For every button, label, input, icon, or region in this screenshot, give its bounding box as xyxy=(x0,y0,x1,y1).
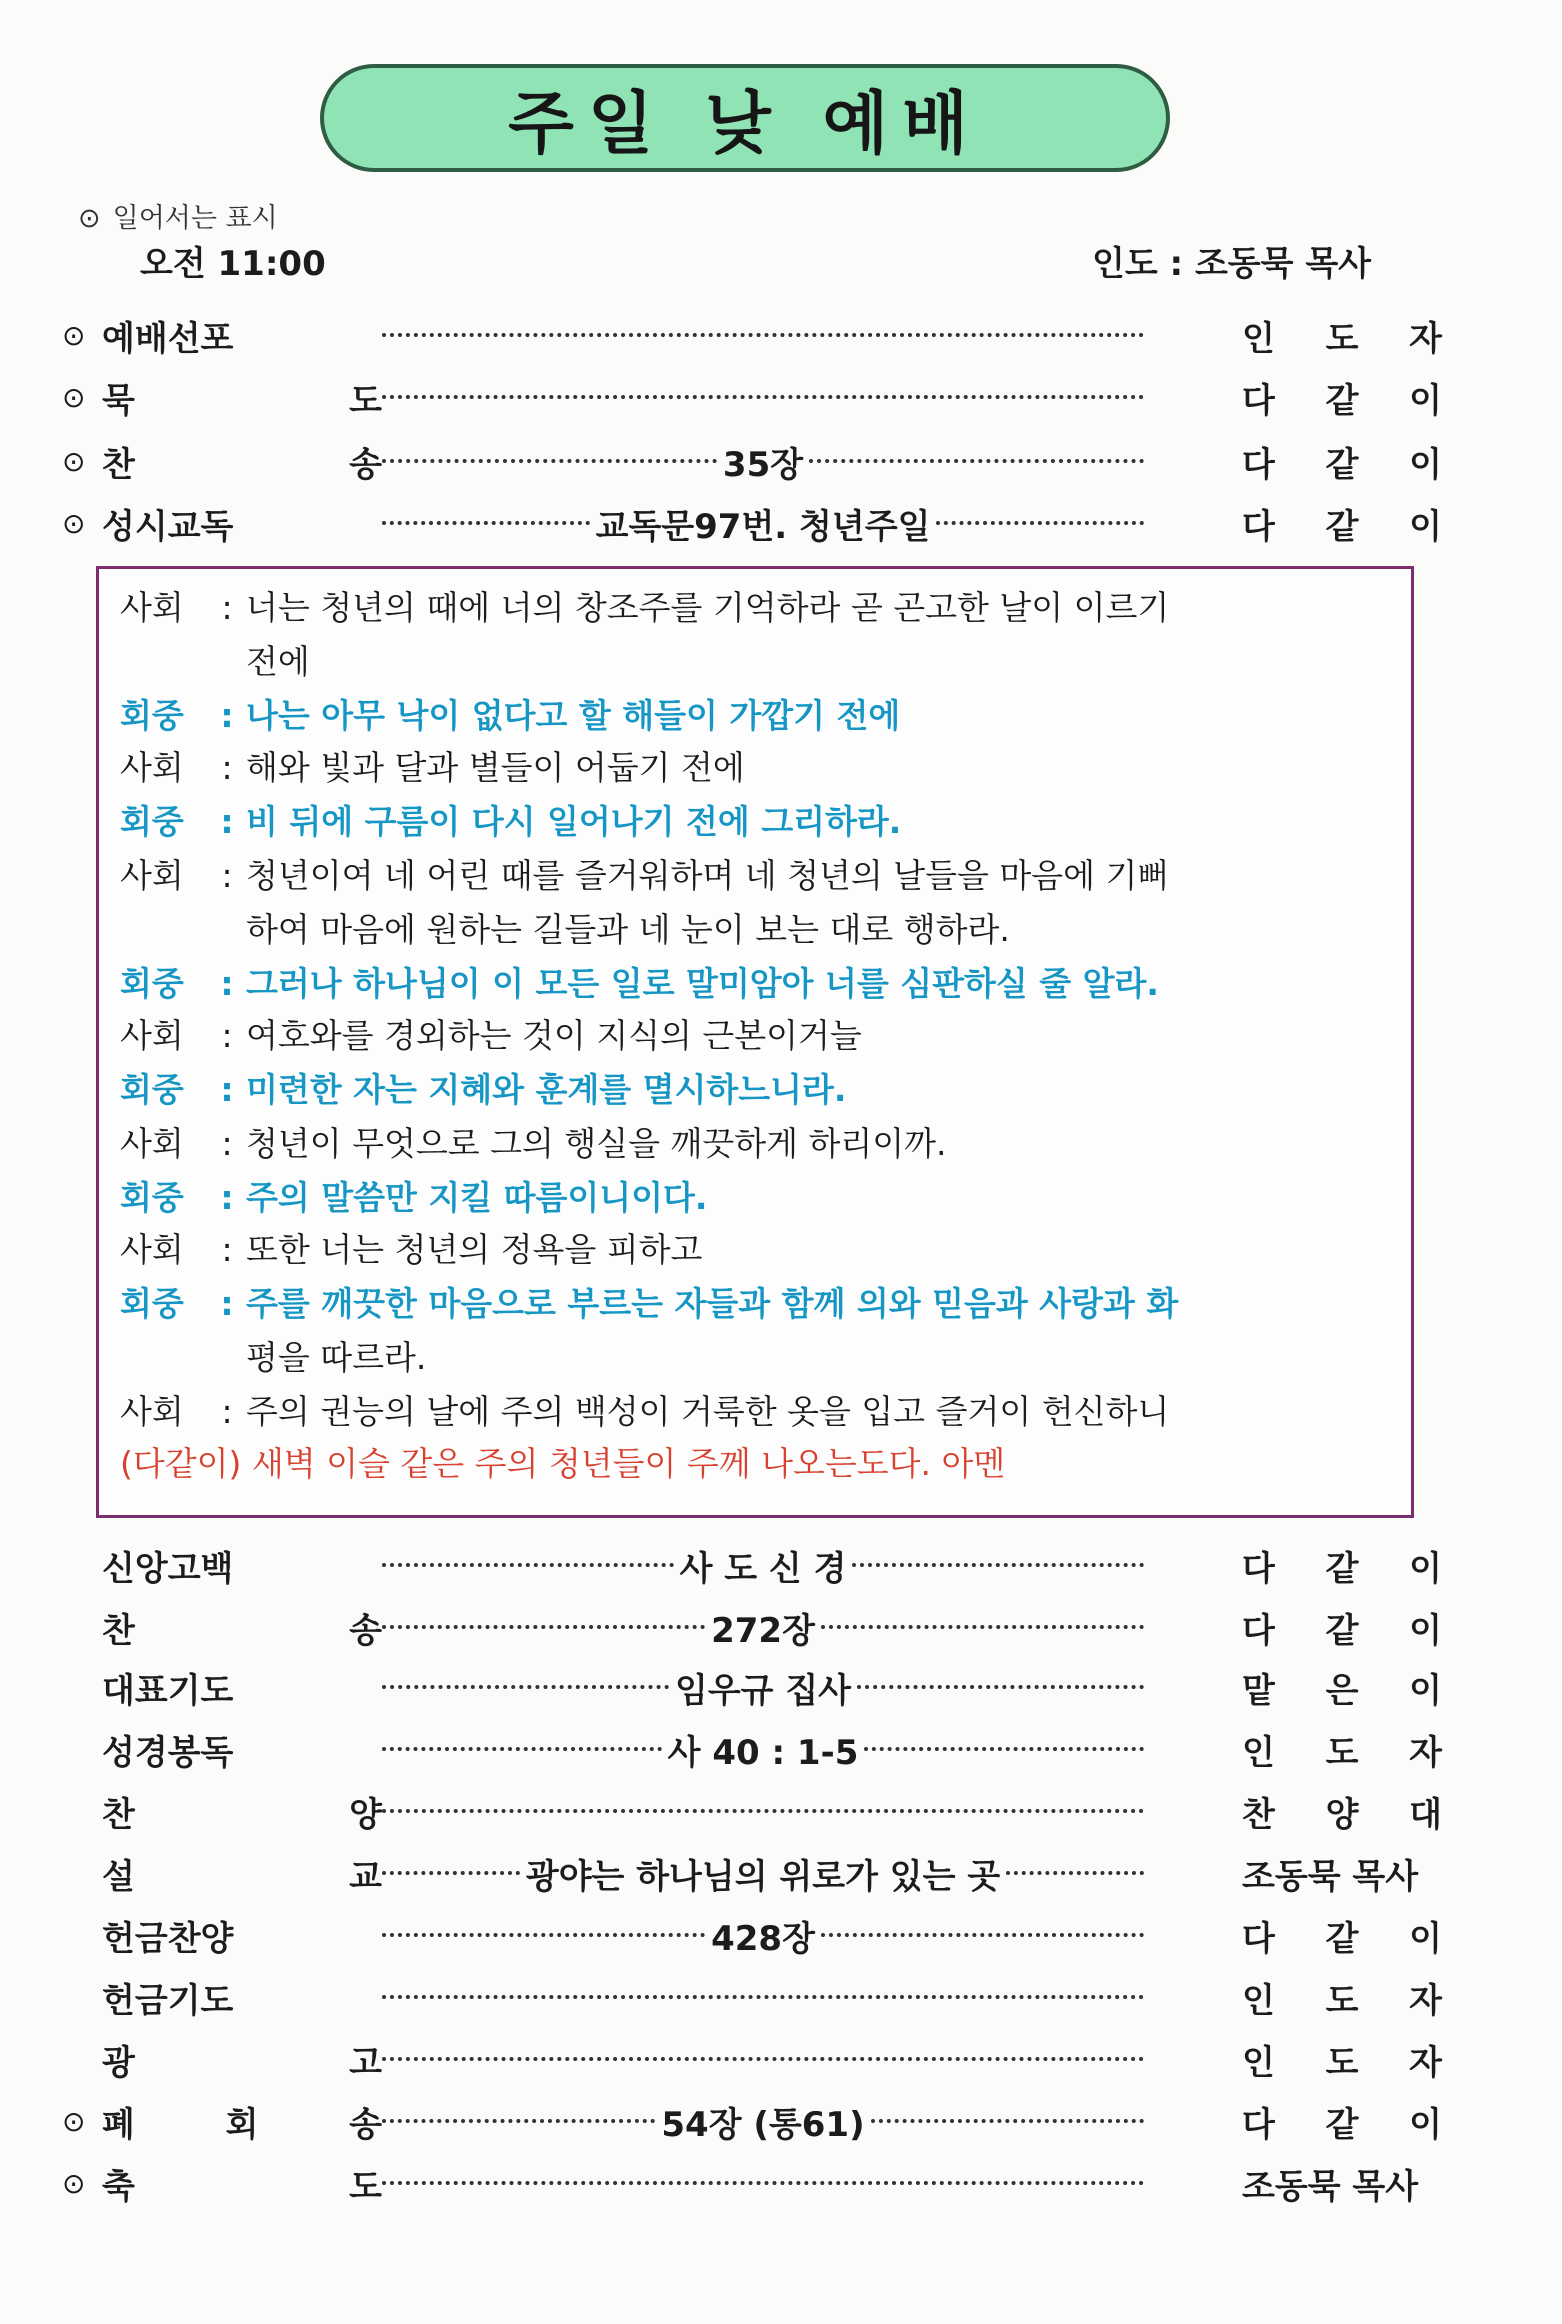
reading-line xyxy=(120,742,745,789)
reading-colon: : xyxy=(220,1070,234,1109)
order-responsible-part: 자 xyxy=(1409,318,1442,359)
order-responsible-part: 다 xyxy=(1242,506,1275,547)
reading-line xyxy=(120,1438,1005,1485)
order-detail xyxy=(382,1809,1144,1813)
reading-colon: : xyxy=(221,856,233,895)
stand-mark-icon: ⊙ xyxy=(62,380,86,414)
order-responsible xyxy=(1242,373,1442,422)
order-responsible xyxy=(1242,1849,1442,1898)
reading-colon: : xyxy=(221,1230,233,1269)
order-item-name xyxy=(102,373,382,422)
order-responsible-part: 조동묵 목사 xyxy=(1242,2166,1419,2207)
reading-text: 청년이여 네 어린 때를 즐거워하며 네 청년의 날들을 마음에 기뻐 xyxy=(246,856,1170,895)
order-detail xyxy=(382,2057,1144,2061)
reading-line xyxy=(120,1172,707,1219)
reading-speaker: 사회 xyxy=(120,1016,184,1055)
reading-speaker: 회중 xyxy=(120,1178,184,1217)
order-responsible xyxy=(1242,1787,1442,1836)
order-detail xyxy=(382,1663,1144,1712)
order-row xyxy=(62,1602,1442,1652)
order-item-name xyxy=(102,1603,382,1652)
dot-leader xyxy=(382,2057,1144,2061)
reading-line xyxy=(120,796,901,843)
order-detail-text: 임우규 집사 xyxy=(674,1670,852,1711)
reading-colon: : xyxy=(220,696,234,735)
order-responsible-part: 이 xyxy=(1409,1918,1442,1959)
reading-colon: : xyxy=(221,588,233,627)
order-responsible-part: 이 xyxy=(1409,1548,1442,1589)
order-item-part: 고 xyxy=(349,2042,382,2083)
order-responsible-part: 같 xyxy=(1325,1918,1359,1959)
order-item-part: 예배선포 xyxy=(102,318,234,359)
order-row xyxy=(62,1786,1442,1836)
order-responsible xyxy=(1242,311,1442,360)
reading-colon: : xyxy=(220,1284,234,1323)
dot-leader xyxy=(382,1871,520,1875)
order-item-part: 성시교독 xyxy=(102,506,234,547)
order-detail-text: 사 40 : 1-5 xyxy=(667,1732,859,1773)
reading-line xyxy=(246,904,1010,951)
reading-colon: : xyxy=(221,748,233,787)
order-responsible xyxy=(1242,2097,1442,2146)
order-detail-text: 광야는 하나님의 위로가 있는 곳 xyxy=(525,1856,1001,1897)
order-row xyxy=(62,1724,1442,1774)
dot-leader xyxy=(382,1809,1144,1813)
reading-speaker: 회중 xyxy=(120,964,184,1003)
dot-leader xyxy=(821,1933,1144,1937)
order-responsible xyxy=(1242,1603,1442,1652)
order-item-name xyxy=(102,437,382,486)
reading-text: 전에 xyxy=(246,642,310,681)
order-detail xyxy=(382,2181,1144,2185)
reading-line xyxy=(120,1278,1178,1325)
dot-leader xyxy=(382,521,590,525)
order-item-name xyxy=(102,1787,382,1836)
dot-leader xyxy=(864,1747,1144,1751)
legend-text: 일어서는 표시 xyxy=(112,203,278,234)
order-item-part: 헌금찬양 xyxy=(102,1918,234,1959)
stand-mark-icon: ⊙ xyxy=(62,444,86,478)
stand-mark-icon: ⊙ xyxy=(78,203,101,234)
order-item-part: 대표기도 xyxy=(102,1670,234,1711)
order-item-part: 회 xyxy=(225,2104,259,2145)
order-responsible-part: 도 xyxy=(1325,1980,1359,2021)
order-detail-text: 272장 xyxy=(711,1610,815,1651)
order-responsible xyxy=(1242,1541,1442,1590)
order-responsible-part: 조동묵 목사 xyxy=(1242,1856,1419,1897)
reading-text: 너는 청년의 때에 너의 창조주를 기억하라 곧 곤고한 날이 이르기 xyxy=(246,588,1170,627)
order-detail xyxy=(382,499,1144,548)
order-item-part: 송 xyxy=(349,2104,382,2145)
reading-colon: : xyxy=(220,964,234,1003)
order-responsible-part: 이 xyxy=(1409,1670,1442,1711)
dot-leader xyxy=(857,1685,1144,1689)
reading-speaker: 회중 xyxy=(120,696,184,735)
reading-line xyxy=(120,1224,702,1271)
order-item-name xyxy=(102,1911,382,1960)
order-responsible-part: 다 xyxy=(1242,1548,1275,1589)
order-detail xyxy=(382,1911,1144,1960)
order-row xyxy=(62,1662,1442,1712)
order-detail xyxy=(382,1849,1144,1898)
order-responsible xyxy=(1242,499,1442,548)
order-item-name xyxy=(102,499,382,548)
stand-legend xyxy=(78,196,278,235)
reading-line xyxy=(120,1386,1169,1433)
order-responsible-part: 다 xyxy=(1242,444,1275,485)
order-responsible-part: 양 xyxy=(1325,1794,1359,1835)
stand-mark-icon: ⊙ xyxy=(62,318,86,352)
reading-text: 비 뒤에 구름이 다시 일어나기 전에 그리하라. xyxy=(246,802,902,841)
reading-line xyxy=(246,1332,426,1379)
order-item-name xyxy=(102,1849,382,1898)
order-item-part: 광 xyxy=(102,2042,135,2083)
stand-mark-icon: ⊙ xyxy=(62,2104,86,2138)
reading-speaker: 사회 xyxy=(120,748,184,787)
order-detail-text: 54장 (통61) xyxy=(661,2104,865,2145)
order-detail xyxy=(382,395,1144,399)
dot-leader xyxy=(821,1625,1144,1629)
dot-leader xyxy=(936,521,1144,525)
order-responsible-part: 같 xyxy=(1325,2104,1359,2145)
order-detail-text: 428장 xyxy=(711,1918,815,1959)
reading-colon: : xyxy=(220,802,234,841)
order-item-part: 성경봉독 xyxy=(102,1732,234,1773)
stand-mark-icon: ⊙ xyxy=(62,506,86,540)
order-responsible-part: 이 xyxy=(1409,1610,1442,1651)
order-responsible-part: 인 xyxy=(1242,318,1275,359)
order-item-part: 설 xyxy=(102,1856,135,1897)
order-responsible-part: 도 xyxy=(1325,1732,1359,1773)
order-responsible-part: 같 xyxy=(1325,444,1359,485)
order-responsible-part: 다 xyxy=(1242,1610,1275,1651)
page-title: 주일 낮 예배 xyxy=(320,64,1170,172)
order-item-name xyxy=(102,1663,382,1712)
order-responsible-part: 인 xyxy=(1242,1980,1275,2021)
order-responsible-part: 인 xyxy=(1242,2042,1275,2083)
dot-leader xyxy=(382,1995,1144,1999)
order-row xyxy=(62,2034,1442,2084)
order-item-name xyxy=(102,1973,382,2022)
service-time: 오전 11:00 xyxy=(140,244,326,284)
reading-text: 주의 권능의 날에 주의 백성이 거룩한 옷을 입고 즐거이 헌신하니 xyxy=(246,1392,1170,1431)
reading-line xyxy=(120,850,1169,897)
dot-leader xyxy=(382,2119,655,2123)
reading-colon: : xyxy=(221,1124,233,1163)
dot-leader xyxy=(382,395,1144,399)
reading-text: 하여 마음에 원하는 길들과 네 눈이 보는 대로 행하라. xyxy=(246,910,1010,949)
reading-speaker: 사회 xyxy=(120,856,184,895)
order-row xyxy=(62,2096,1442,2146)
order-item-name xyxy=(102,1725,382,1774)
order-responsible-part: 이 xyxy=(1409,444,1442,485)
reading-line xyxy=(246,636,310,683)
reading-speaker: 사회 xyxy=(120,588,184,627)
order-detail xyxy=(382,1541,1144,1590)
order-responsible-part: 자 xyxy=(1409,1732,1442,1773)
order-responsible-part: 다 xyxy=(1242,380,1275,421)
order-responsible-part: 자 xyxy=(1409,1980,1442,2021)
dot-leader xyxy=(382,1625,705,1629)
dot-leader xyxy=(382,1685,669,1689)
reading-line xyxy=(120,1064,846,1111)
order-detail-text: 교독문97번. 청년주일 xyxy=(595,506,931,547)
order-row xyxy=(62,1848,1442,1898)
order-item-part: 교 xyxy=(349,1856,382,1897)
order-detail xyxy=(382,1603,1144,1652)
service-leader: 인도 : 조동묵 목사 xyxy=(1092,244,1372,284)
reading-text: 주의 말씀만 지킬 따름이니이다. xyxy=(246,1178,708,1217)
order-responsible-part: 맡 xyxy=(1242,1670,1275,1711)
reading-colon: : xyxy=(221,1392,233,1431)
dot-leader xyxy=(809,459,1144,463)
order-row xyxy=(62,1910,1442,1960)
order-responsible-part: 이 xyxy=(1409,2104,1442,2145)
dot-leader xyxy=(871,2119,1144,2123)
order-responsible-part: 도 xyxy=(1325,2042,1359,2083)
order-responsible xyxy=(1242,1663,1442,1712)
order-responsible xyxy=(1242,2159,1442,2208)
order-responsible-part: 도 xyxy=(1325,318,1359,359)
reading-text: 여호와를 경외하는 것이 지식의 근본이거늘 xyxy=(246,1016,862,1055)
order-row xyxy=(62,1540,1442,1590)
dot-leader xyxy=(382,333,1144,337)
order-item-name xyxy=(102,2159,382,2208)
order-item-part: 찬 xyxy=(102,1610,135,1651)
dot-leader xyxy=(382,2181,1144,2185)
order-item-part: 묵 xyxy=(102,380,135,421)
reading-speaker: 회중 xyxy=(120,802,184,841)
order-item-name xyxy=(102,1541,382,1590)
order-row xyxy=(62,436,1442,486)
order-responsible xyxy=(1242,1911,1442,1960)
order-responsible-part: 인 xyxy=(1242,1732,1275,1773)
stand-mark-icon: ⊙ xyxy=(62,2166,86,2200)
order-detail xyxy=(382,1995,1144,1999)
order-detail xyxy=(382,2097,1144,2146)
reading-text: 청년이 무엇으로 그의 행실을 깨끗하게 하리이까. xyxy=(246,1124,947,1163)
order-item-part: 도 xyxy=(349,2166,382,2207)
reading-colon: : xyxy=(220,1178,234,1217)
reading-line xyxy=(120,1010,862,1057)
order-responsible-part: 대 xyxy=(1409,1794,1442,1835)
reading-speaker: 사회 xyxy=(120,1124,184,1163)
reading-text: 그러나 하나님이 이 모든 일로 말미암아 너를 심판하실 줄 알라. xyxy=(246,964,1159,1003)
order-item-part: 송 xyxy=(349,1610,382,1651)
order-item-part: 송 xyxy=(349,444,382,485)
order-row xyxy=(62,372,1442,422)
order-detail xyxy=(382,437,1144,486)
reading-text: 평을 따르라. xyxy=(246,1338,427,1377)
order-detail xyxy=(382,333,1144,337)
order-responsible-part: 같 xyxy=(1325,380,1359,421)
reading-speaker: 회중 xyxy=(120,1070,184,1109)
order-responsible-part: 다 xyxy=(1242,1918,1275,1959)
reading-speaker: 사회 xyxy=(120,1392,184,1431)
order-responsible-part: 다 xyxy=(1242,2104,1275,2145)
reading-text: 해와 빛과 달과 별들이 어둡기 전에 xyxy=(246,748,745,787)
dot-leader xyxy=(382,1747,662,1751)
dot-leader xyxy=(852,1563,1144,1567)
order-row xyxy=(62,1972,1442,2022)
reading-text: (다같이) 새벽 이슬 같은 주의 청년들이 주께 나오는도다. 아멘 xyxy=(120,1444,1006,1483)
order-responsible xyxy=(1242,437,1442,486)
order-item-part: 신앙고백 xyxy=(102,1548,234,1589)
order-item-part: 도 xyxy=(349,380,382,421)
order-responsible-part: 이 xyxy=(1409,380,1442,421)
order-responsible-part: 같 xyxy=(1325,506,1359,547)
order-detail xyxy=(382,1725,1144,1774)
order-row xyxy=(62,498,1442,548)
order-responsible xyxy=(1242,1973,1442,2022)
dot-leader xyxy=(1006,1871,1144,1875)
order-responsible-part: 자 xyxy=(1409,2042,1442,2083)
order-item-part: 헌금기도 xyxy=(102,1980,234,2021)
order-item-name xyxy=(102,311,382,360)
order-row xyxy=(62,2158,1442,2208)
order-item-part: 축 xyxy=(102,2166,135,2207)
dot-leader xyxy=(382,459,717,463)
reading-speaker: 사회 xyxy=(120,1230,184,1269)
order-item-name xyxy=(102,2035,382,2084)
reading-speaker: 회중 xyxy=(120,1284,184,1323)
reading-text: 또한 너는 청년의 정욕을 피하고 xyxy=(246,1230,703,1269)
order-detail-text: 사 도 신 경 xyxy=(679,1548,847,1589)
reading-text: 주를 깨끗한 마음으로 부르는 자들과 함께 의와 믿음과 사랑과 화 xyxy=(246,1284,1179,1323)
reading-line xyxy=(120,582,1169,629)
order-row xyxy=(62,310,1442,360)
order-item-part: 폐 xyxy=(102,2104,135,2145)
reading-line xyxy=(120,690,900,737)
reading-line xyxy=(120,958,1159,1005)
order-responsible-part: 찬 xyxy=(1242,1794,1275,1835)
reading-text: 나는 아무 낙이 없다고 할 해들이 가깝기 전에 xyxy=(246,696,901,735)
order-item-part: 찬 xyxy=(102,444,135,485)
order-item-name xyxy=(102,2097,382,2146)
order-detail-text: 35장 xyxy=(722,444,804,485)
order-responsible-part: 은 xyxy=(1325,1670,1359,1711)
order-responsible-part: 같 xyxy=(1325,1610,1359,1651)
order-responsible-part: 같 xyxy=(1325,1548,1359,1589)
order-item-part: 양 xyxy=(349,1794,382,1835)
dot-leader xyxy=(382,1933,705,1937)
order-responsible-part: 이 xyxy=(1409,506,1442,547)
reading-colon: : xyxy=(221,1016,233,1055)
dot-leader xyxy=(382,1563,674,1567)
order-item-part: 찬 xyxy=(102,1794,135,1835)
order-responsible xyxy=(1242,1725,1442,1774)
reading-text: 미련한 자는 지혜와 훈계를 멸시하느니라. xyxy=(246,1070,847,1109)
order-responsible xyxy=(1242,2035,1442,2084)
reading-line xyxy=(120,1118,947,1165)
